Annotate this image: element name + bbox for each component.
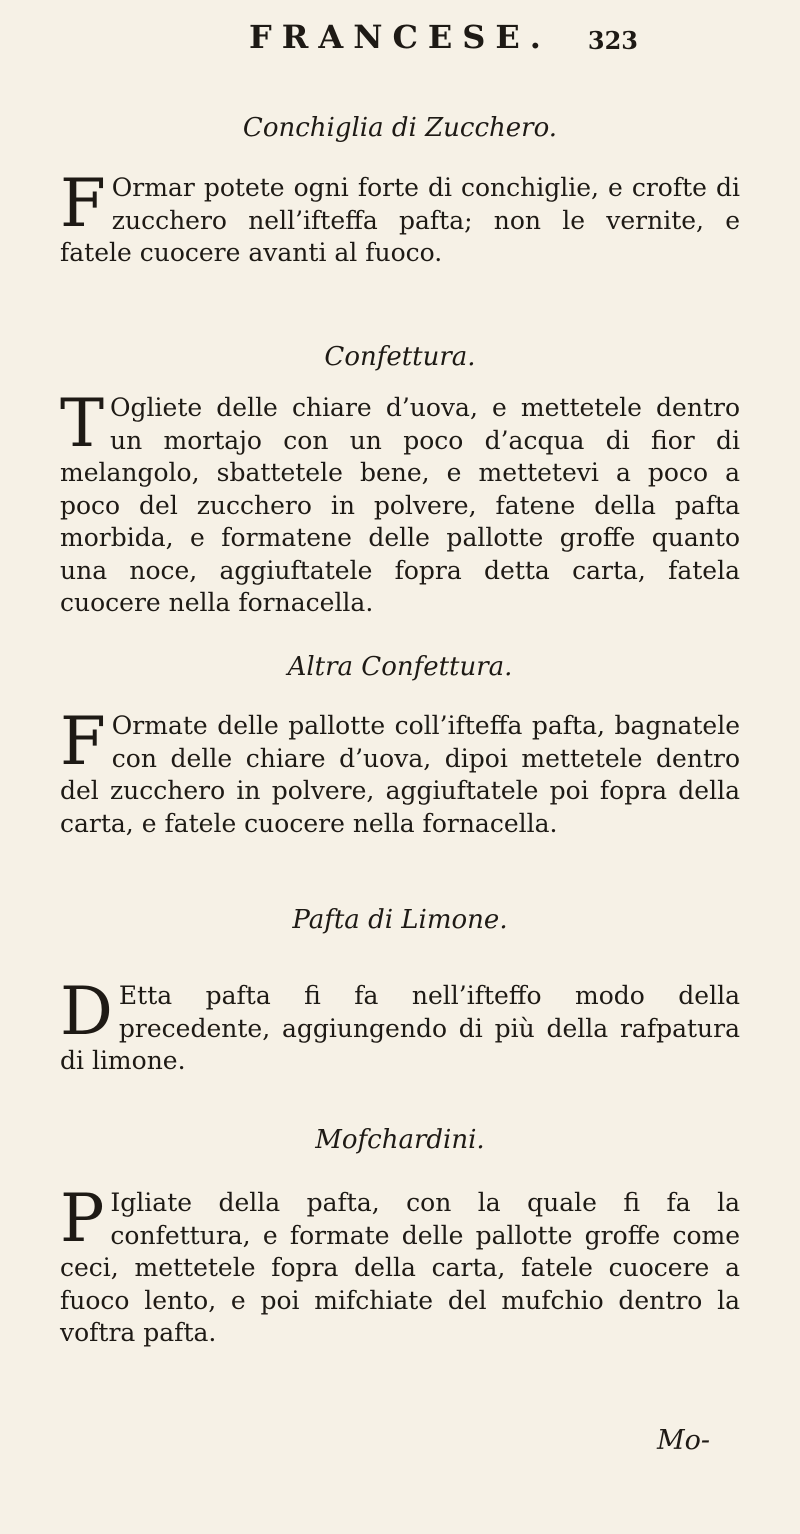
recipe-title-conchiglia: Conchiglia di Zucchero. (242, 113, 558, 143)
recipe-text: Ormate delle pallotte coll’ifteffa pafta, bagnatele con delle chiare d’uova, dipoi mettetele dentro del zucchero in polvere, aggiuftatele poi fopra della carta, e fatele cuocere nella fornacella. (60, 711, 740, 838)
recipe-body-moscardini (60, 1180, 740, 1350)
recipe-body-altra-confettura (60, 703, 740, 840)
recipe-title-pasta-limone: Pafta di Limone. (292, 905, 508, 935)
recipe-text: Ogliete delle chiare d’uova, e mettetele dentro un mortajo con un poco d’acqua di fior di melangolo, sbattetele bene, e mettetevi a poco a poco del zucchero in polvere, fatene della pafta morbida, e formatene delle pallotte groffe quanto una noce, aggiuftatele fopra detta carta, fatela cuocere nella fornacella. (60, 393, 740, 617)
drop-cap: F (60, 703, 106, 780)
recipe-body-pasta-limone (60, 973, 740, 1078)
recipe-title-altra-confettura: Altra Confettura. (287, 652, 513, 682)
recipe-text: Etta pafta fi fa nell’ifteffo modo della precedente, aggiungendo di più della rafpatura di limone. (60, 981, 740, 1075)
running-title: FRANCESE. (249, 18, 551, 56)
recipe-title-confettura: Confettura. (324, 342, 476, 372)
recipe-text: Ormar potete ogni forte di conchiglie, e crofte di zucchero nell’ifteffa pafta; non le vernite, e fatele cuocere avanti al fuoco. (60, 173, 740, 267)
recipe-body-confettura (60, 385, 740, 620)
drop-cap: D (60, 973, 113, 1050)
catchword: Mo- (656, 1425, 710, 1456)
recipe-text: Igliate della pafta, con la quale fi fa la confettura, e formate delle pallotte groffe come ceci, mettetele fopra della carta, fatele cuocere a fuoco lento, e poi mifchiate del mufchio dentro la voftra pafta. (60, 1188, 740, 1347)
page-number: 323 (587, 26, 638, 55)
drop-cap: P (60, 1180, 105, 1257)
recipe-body-conchiglia (60, 165, 740, 270)
drop-cap: T (60, 385, 105, 462)
drop-cap: F (60, 165, 106, 242)
recipe-title-moscardini: Mofchardini. (315, 1125, 485, 1155)
